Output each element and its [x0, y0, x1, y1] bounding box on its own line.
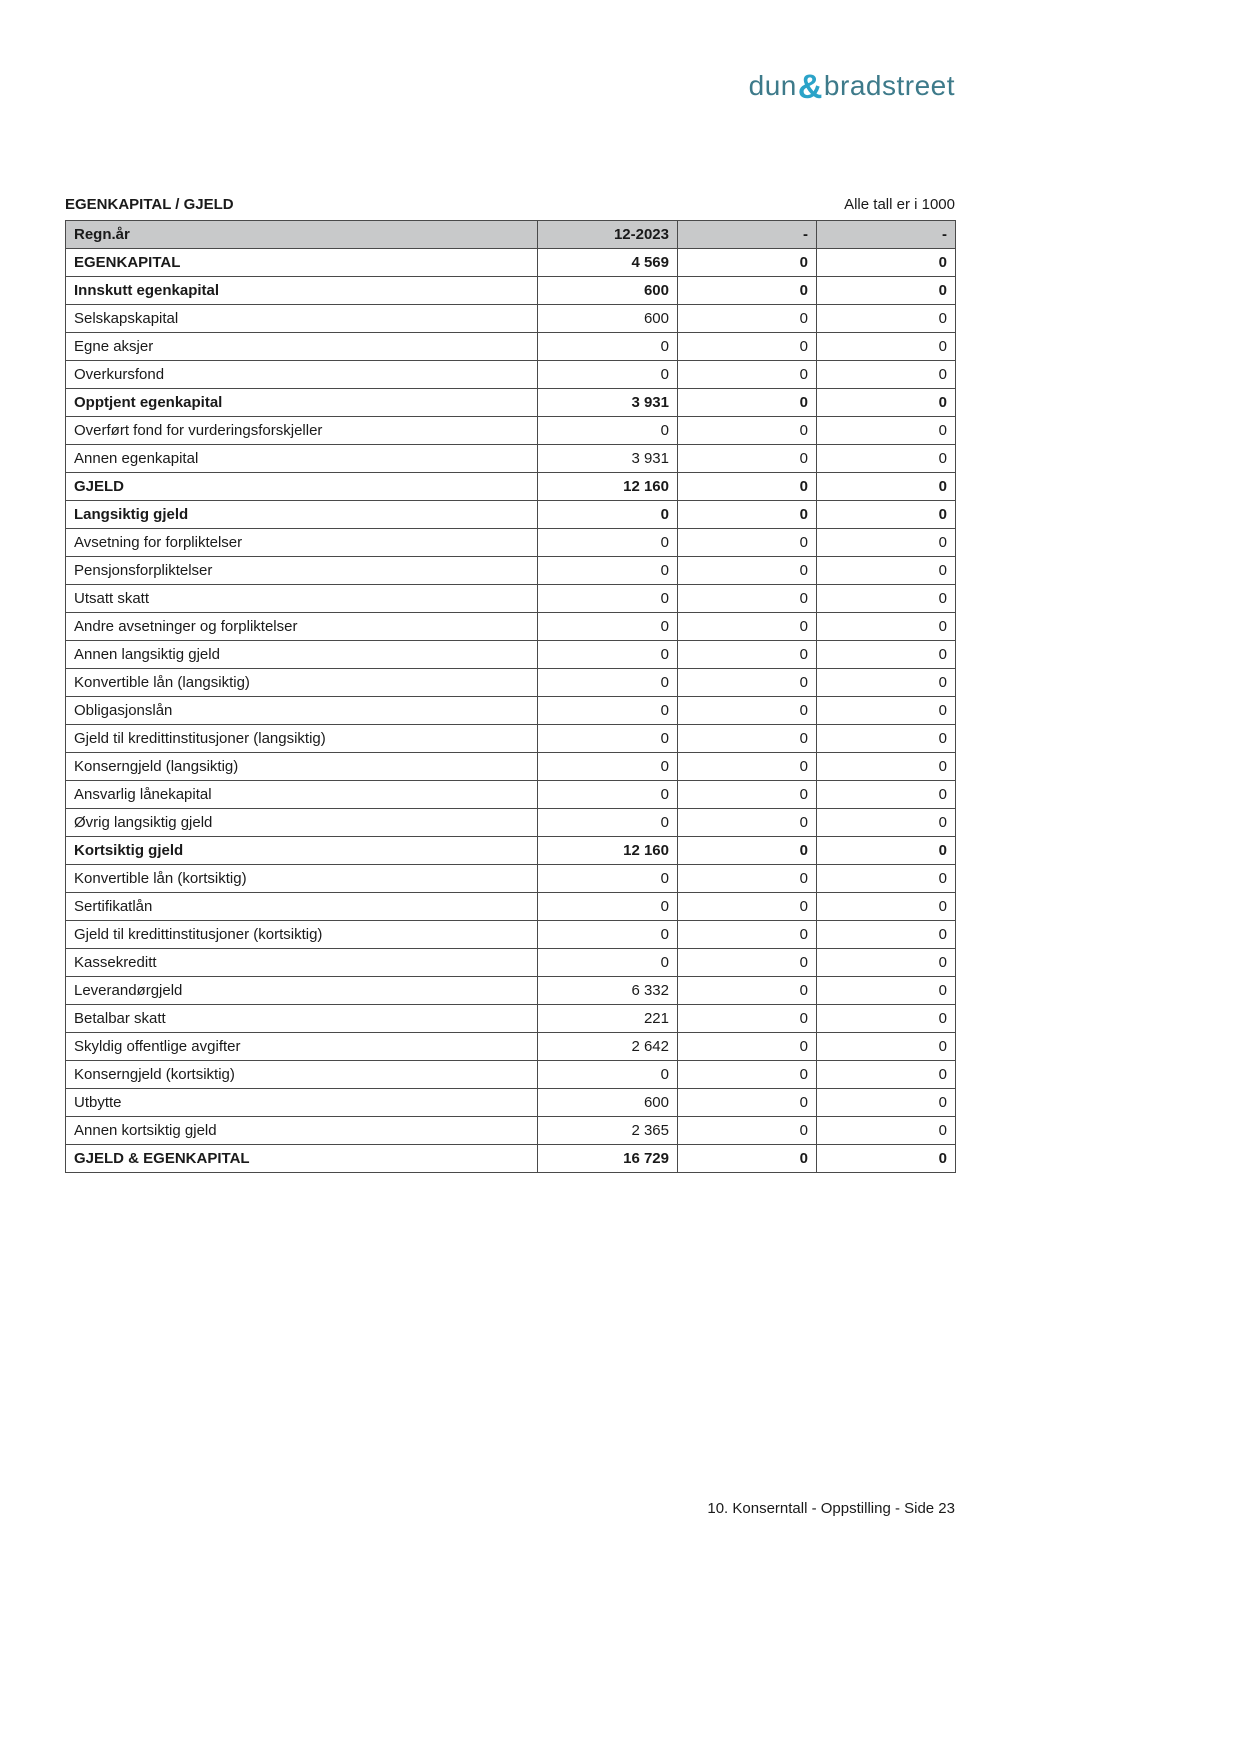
row-value: 0: [678, 361, 817, 389]
table-row: [66, 417, 956, 445]
row-label: Obligasjonslån: [66, 697, 538, 725]
row-value: 2 365: [538, 1117, 678, 1145]
row-value: 0: [817, 1117, 956, 1145]
column-header-period-2: -: [678, 221, 817, 249]
row-value: 0: [678, 753, 817, 781]
table-row: [66, 557, 956, 585]
row-value: 0: [678, 529, 817, 557]
row-label: Konserngjeld (langsiktig): [66, 753, 538, 781]
row-value: 0: [678, 921, 817, 949]
row-value: 0: [817, 893, 956, 921]
row-value: 0: [817, 249, 956, 277]
row-label: Annen egenkapital: [66, 445, 538, 473]
row-label: Overført fond for vurderingsforskjeller: [66, 417, 538, 445]
table-row: [66, 809, 956, 837]
row-value: 600: [538, 1089, 678, 1117]
row-value: 221: [538, 1005, 678, 1033]
row-value: 0: [538, 641, 678, 669]
row-value: 0: [538, 557, 678, 585]
table-row: [66, 697, 956, 725]
row-value: 0: [678, 977, 817, 1005]
row-label: Kortsiktig gjeld: [66, 837, 538, 865]
table-row: [66, 613, 956, 641]
row-label: Opptjent egenkapital: [66, 389, 538, 417]
row-value: 0: [678, 1033, 817, 1061]
row-label: Utsatt skatt: [66, 585, 538, 613]
row-value: 0: [817, 417, 956, 445]
row-value: 0: [817, 333, 956, 361]
row-label: Overkursfond: [66, 361, 538, 389]
row-value: 0: [817, 389, 956, 417]
row-value: 3 931: [538, 389, 678, 417]
row-value: 0: [817, 725, 956, 753]
section-header: [65, 196, 955, 213]
table-row: [66, 725, 956, 753]
row-label: Skyldig offentlige avgifter: [66, 1033, 538, 1061]
row-value: 0: [538, 501, 678, 529]
table-row: [66, 921, 956, 949]
row-value: 0: [817, 445, 956, 473]
row-label: Selskapskapital: [66, 305, 538, 333]
row-value: 3 931: [538, 445, 678, 473]
row-value: 0: [817, 949, 956, 977]
row-value: 0: [817, 1061, 956, 1089]
row-value: 0: [817, 1089, 956, 1117]
table-row: [66, 249, 956, 277]
logo-text-dun: dun: [748, 70, 797, 101]
row-value: 0: [538, 893, 678, 921]
row-value: 0: [538, 361, 678, 389]
row-label: Konserngjeld (kortsiktig): [66, 1061, 538, 1089]
row-value: 0: [538, 781, 678, 809]
row-value: 2 642: [538, 1033, 678, 1061]
row-value: 0: [817, 277, 956, 305]
row-value: 0: [538, 921, 678, 949]
row-value: 0: [538, 753, 678, 781]
table-row: [66, 389, 956, 417]
row-label: GJELD: [66, 473, 538, 501]
row-label: Konvertible lån (kortsiktig): [66, 865, 538, 893]
column-header-period-1: 12-2023: [538, 221, 678, 249]
row-value: 0: [678, 641, 817, 669]
table-row: [66, 977, 956, 1005]
column-header-period-3: -: [817, 221, 956, 249]
row-value: 0: [538, 669, 678, 697]
row-label: Øvrig langsiktig gjeld: [66, 809, 538, 837]
row-value: 12 160: [538, 473, 678, 501]
table-row: [66, 305, 956, 333]
row-value: 0: [538, 949, 678, 977]
table-row: [66, 865, 956, 893]
row-value: 0: [817, 529, 956, 557]
row-value: 0: [817, 865, 956, 893]
row-label: Konvertible lån (langsiktig): [66, 669, 538, 697]
row-value: 0: [817, 473, 956, 501]
row-value: 0: [678, 1061, 817, 1089]
row-value: 0: [678, 501, 817, 529]
table-row: [66, 1033, 956, 1061]
table-row: [66, 529, 956, 557]
row-value: 0: [817, 1145, 956, 1173]
row-value: 0: [538, 585, 678, 613]
row-value: 600: [538, 305, 678, 333]
row-value: 0: [817, 1005, 956, 1033]
row-value: 0: [538, 613, 678, 641]
row-value: 0: [817, 781, 956, 809]
row-label: Betalbar skatt: [66, 1005, 538, 1033]
table-header-row: [66, 221, 956, 249]
row-value: 0: [817, 305, 956, 333]
row-value: 0: [678, 697, 817, 725]
row-value: 0: [538, 417, 678, 445]
row-value: 0: [678, 557, 817, 585]
row-value: 0: [538, 333, 678, 361]
row-value: 0: [678, 249, 817, 277]
row-label: Gjeld til kredittinstitusjoner (kortsiktig): [66, 921, 538, 949]
row-label: Avsetning for forpliktelser: [66, 529, 538, 557]
table-row: [66, 1089, 956, 1117]
equity-debt-table: [65, 220, 956, 1173]
row-value: 600: [538, 277, 678, 305]
row-value: 0: [538, 725, 678, 753]
row-value: 6 332: [538, 977, 678, 1005]
row-value: 0: [678, 893, 817, 921]
table-row: [66, 277, 956, 305]
row-label: GJELD & EGENKAPITAL: [66, 1145, 538, 1173]
row-value: 0: [678, 669, 817, 697]
row-value: 0: [678, 417, 817, 445]
row-value: 12 160: [538, 837, 678, 865]
table-row: [66, 641, 956, 669]
row-value: 0: [538, 697, 678, 725]
row-value: 0: [538, 809, 678, 837]
row-value: 0: [817, 669, 956, 697]
row-label: Utbytte: [66, 1089, 538, 1117]
row-label: EGENKAPITAL: [66, 249, 538, 277]
column-header-regnaar: Regn.år: [66, 221, 538, 249]
row-value: 0: [817, 641, 956, 669]
row-value: 0: [678, 389, 817, 417]
table-row: [66, 949, 956, 977]
row-label: Andre avsetninger og forpliktelser: [66, 613, 538, 641]
table-row: [66, 753, 956, 781]
table-row: [66, 837, 956, 865]
table-row: [66, 361, 956, 389]
row-label: Pensjonsforpliktelser: [66, 557, 538, 585]
row-value: 4 569: [538, 249, 678, 277]
table-row: [66, 333, 956, 361]
row-value: 0: [817, 557, 956, 585]
row-value: 0: [678, 865, 817, 893]
row-value: 0: [817, 613, 956, 641]
row-value: 0: [817, 585, 956, 613]
page-footer: 10. Konserntall - Oppstilling - Side 23: [707, 1500, 955, 1517]
row-value: 0: [678, 613, 817, 641]
row-value: 0: [678, 781, 817, 809]
table-body: [66, 249, 956, 1173]
row-value: 0: [678, 949, 817, 977]
row-value: 0: [678, 333, 817, 361]
row-value: 0: [817, 361, 956, 389]
row-label: Sertifikatlån: [66, 893, 538, 921]
row-value: 0: [817, 977, 956, 1005]
table-row: [66, 585, 956, 613]
logo-ampersand-icon: &: [797, 68, 823, 106]
row-value: 0: [678, 1145, 817, 1173]
row-label: Annen langsiktig gjeld: [66, 641, 538, 669]
row-value: 0: [538, 529, 678, 557]
row-value: 0: [678, 1089, 817, 1117]
table-row: [66, 1005, 956, 1033]
row-label: Gjeld til kredittinstitusjoner (langsiktig): [66, 725, 538, 753]
row-label: Langsiktig gjeld: [66, 501, 538, 529]
row-value: 0: [678, 585, 817, 613]
table-row: [66, 669, 956, 697]
table-row: [66, 473, 956, 501]
row-value: 0: [678, 473, 817, 501]
row-value: 0: [817, 809, 956, 837]
row-value: 0: [678, 837, 817, 865]
section-title: EGENKAPITAL / GJELD: [65, 196, 234, 213]
report-content: [65, 196, 955, 1173]
row-value: 0: [678, 1005, 817, 1033]
table-row: [66, 1117, 956, 1145]
row-value: 0: [817, 837, 956, 865]
row-value: 0: [678, 445, 817, 473]
row-label: Ansvarlig lånekapital: [66, 781, 538, 809]
row-value: 0: [678, 725, 817, 753]
logo-text-bradstreet: bradstreet: [823, 70, 955, 101]
row-label: Leverandørgjeld: [66, 977, 538, 1005]
row-value: 0: [678, 305, 817, 333]
row-value: 0: [817, 1033, 956, 1061]
row-label: Egne aksjer: [66, 333, 538, 361]
table-row: [66, 781, 956, 809]
row-label: Innskutt egenkapital: [66, 277, 538, 305]
row-value: 0: [538, 1061, 678, 1089]
row-value: 0: [817, 753, 956, 781]
row-value: 0: [817, 697, 956, 725]
table-row: [66, 501, 956, 529]
units-note: Alle tall er i 1000: [844, 196, 955, 213]
row-value: 0: [678, 1117, 817, 1145]
table-row: [66, 1145, 956, 1173]
row-value: 0: [678, 277, 817, 305]
row-label: Kassekreditt: [66, 949, 538, 977]
row-value: 0: [817, 921, 956, 949]
row-value: 0: [678, 809, 817, 837]
row-value: 0: [817, 501, 956, 529]
table-row: [66, 893, 956, 921]
table-row: [66, 445, 956, 473]
row-value: 0: [538, 865, 678, 893]
table-row: [66, 1061, 956, 1089]
row-value: 16 729: [538, 1145, 678, 1173]
dnb-logo: [749, 70, 955, 104]
row-label: Annen kortsiktig gjeld: [66, 1117, 538, 1145]
